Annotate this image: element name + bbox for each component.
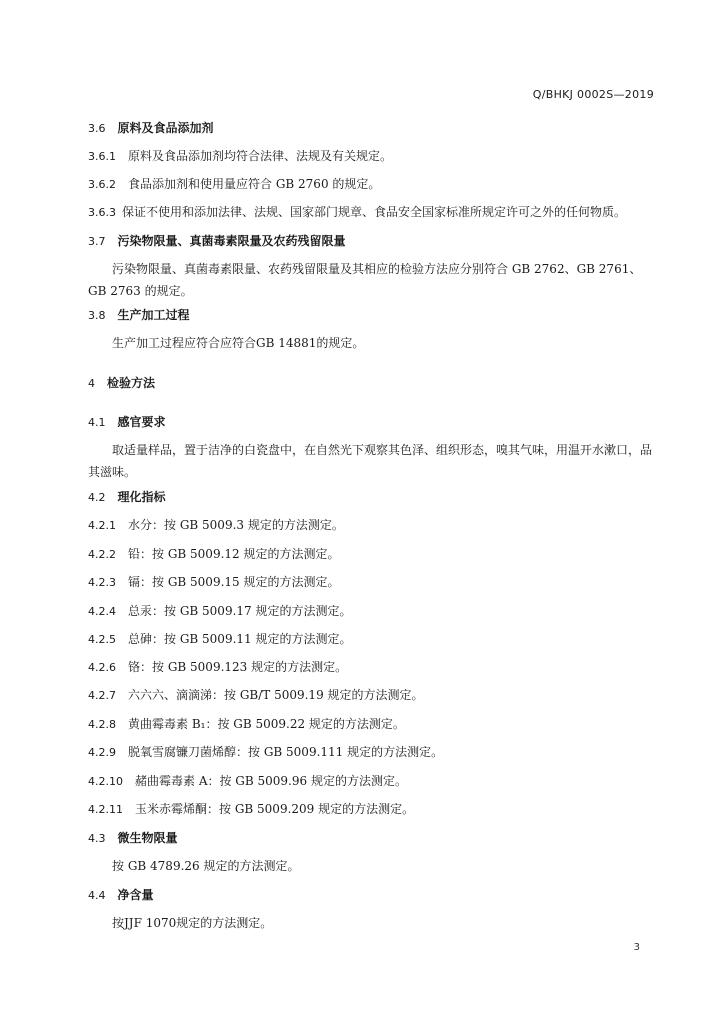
section-title: 感官要求	[117, 415, 166, 429]
section-number: 3.8	[88, 309, 106, 322]
section-4-1-body: 取适量样品，置于洁净的白瓷盘中，在自然光下观察其色泽、组织形态，嗅其气味，用温开水漱口，品其滋味。	[88, 443, 653, 479]
clause-4-2-9	[88, 743, 658, 762]
section-number: 4.1	[88, 416, 106, 429]
clause-4-2-2	[88, 545, 658, 564]
section-3-7-heading	[88, 232, 658, 251]
section-3-8-body: 生产加工过程应符合应符合GB 14881的规定。	[112, 336, 365, 350]
clause-4-2-4	[88, 602, 658, 621]
section-title: 污染物限量、真菌毒素限量及农药残留限量	[117, 234, 346, 248]
section-3-8-heading	[88, 306, 658, 325]
section-number: 4.2	[88, 491, 106, 504]
clause-text: 保证不使用和添加法律、法规、国家部门规章、食品安全国家标准所规定许可之外的任何物质。	[122, 205, 627, 219]
standard-code: Q/BHKJ 0002S—2019	[532, 88, 654, 101]
clause-text: 六六六、滴滴涕：按 GB/T 5009.19 规定的方法测定。	[128, 688, 424, 702]
clause-3-6-1	[88, 147, 658, 166]
clause-text: 黄曲霉毒素 B₁：按 GB 5009.22 规定的方法测定。	[128, 717, 405, 731]
clause-text: 赭曲霉毒素 A：按 GB 5009.96 规定的方法测定。	[135, 774, 407, 788]
clause-4-2-7	[88, 686, 658, 705]
section-number: 4.3	[88, 832, 106, 845]
section-number: 3.7	[88, 235, 106, 248]
page-number: 3	[633, 942, 640, 953]
section-title: 生产加工过程	[117, 308, 190, 322]
clause-number: 3.6.1	[88, 150, 116, 163]
clause-4-2-3	[88, 573, 658, 592]
chapter-number: 4	[88, 377, 95, 390]
clause-text: 镉：按 GB 5009.15 规定的方法测定。	[128, 575, 340, 589]
section-title: 原料及食品添加剂	[117, 121, 214, 135]
clause-number: 3.6.3	[88, 206, 116, 219]
section-4-1-heading	[88, 413, 658, 432]
section-3-6-heading	[88, 119, 658, 138]
clause-number: 4.2.2	[88, 548, 116, 561]
section-title: 理化指标	[117, 490, 166, 504]
clause-text: 脱氧雪腐镰刀菌烯醇：按 GB 5009.111 规定的方法测定。	[128, 745, 444, 759]
section-4-4-heading	[88, 886, 658, 905]
clause-number: 4.2.8	[88, 718, 116, 731]
clause-text: 原料及食品添加剂均符合法律、法规及有关规定。	[128, 149, 393, 163]
clause-text: 食品添加剂和使用量应符合 GB 2760 的规定。	[128, 177, 381, 191]
clause-text: 铬：按 GB 5009.123 规定的方法测定。	[128, 660, 348, 674]
clause-text: 铅：按 GB 5009.12 规定的方法测定。	[128, 547, 340, 561]
clause-number: 4.2.4	[88, 605, 116, 618]
clause-text: 总砷：按 GB 5009.11 规定的方法测定。	[128, 632, 352, 646]
clause-number: 4.2.3	[88, 576, 116, 589]
clause-number: 4.2.1	[88, 519, 116, 532]
clause-number: 4.2.11	[88, 803, 123, 816]
clause-4-2-1	[88, 516, 658, 535]
clause-number: 4.2.6	[88, 661, 116, 674]
chapter-title: 检验方法	[107, 376, 156, 390]
chapter-4-heading	[88, 374, 658, 393]
section-4-2-heading	[88, 488, 658, 507]
clause-number: 3.6.2	[88, 178, 116, 191]
clause-number: 4.2.10	[88, 775, 123, 788]
section-4-4-body: 按JJF 1070规定的方法测定。	[112, 916, 273, 930]
clause-number: 4.2.5	[88, 633, 116, 646]
section-number: 3.6	[88, 122, 106, 135]
clause-4-2-8	[88, 715, 658, 734]
section-title: 微生物限量	[117, 831, 178, 845]
section-3-7-body: 污染物限量、真菌毒素限量、农药残留限量及其相应的检验方法应分别符合 GB 2762、GB 2761、GB 2763 的规定。	[88, 262, 642, 298]
clause-4-2-11	[88, 800, 658, 819]
clause-text: 玉米赤霉烯酮：按 GB 5009.209 规定的方法测定。	[135, 802, 415, 816]
section-4-3-body: 按 GB 4789.26 规定的方法测定。	[112, 859, 300, 873]
section-number: 4.4	[88, 889, 106, 902]
clause-text: 水分：按 GB 5009.3 规定的方法测定。	[128, 518, 344, 532]
clause-3-6-2	[88, 175, 658, 194]
section-title: 净含量	[117, 888, 154, 902]
clause-4-2-10	[88, 772, 658, 791]
clause-number: 4.2.9	[88, 746, 116, 759]
clause-number: 4.2.7	[88, 689, 116, 702]
clause-4-2-5	[88, 630, 658, 649]
clause-3-6-3	[88, 203, 658, 222]
section-4-3-heading	[88, 829, 658, 848]
clause-4-2-6	[88, 658, 658, 677]
clause-text: 总汞：按 GB 5009.17 规定的方法测定。	[128, 604, 352, 618]
